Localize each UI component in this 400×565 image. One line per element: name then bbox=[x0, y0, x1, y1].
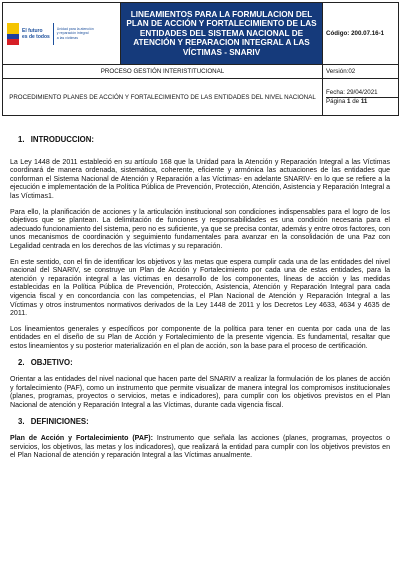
paragraph: Orientar a las entidades del nivel nacional que hacen parte del SNARIV a realizar la formulación de los planes de acción y fortalecimiento (PAF), como un instrumento que permite visualizar de manera integral los compromisos institucionales (planes, programas, proyectos o servicios, metas e indicadores), para cumplir con los objetivos previstos en el Plan Nacional de atención y Reparación Integral a las Víctimas, durante cada vigencia fiscal. bbox=[10, 376, 390, 409]
document-header bbox=[2, 2, 399, 116]
section-heading-definiciones: 3. DEFINICIONES: bbox=[18, 417, 89, 427]
paragraph: En este sentido, con el fin de identificar los objetivos y las metas que espera cumplir cada una de las entidades del nivel nacional del SNARIV, se construye un Plan de Acción y Fortalecimiento por cada una de estas entidades, para la atención y reparación integral a las víctimas en desarrollo de los componentes, líneas de acción y las medidas establecidas en la Política Pública de Prevención, Protección, Asistencia, Atención y Reparación Integral para cada vigencia fiscal y en concordancia con las competencias, el Plan Nacional de Atención y Reparación Integral a las Víctimas y otros instrumentos normativos derivados de la Ley 1448 de 2011 y los Decretos Ley 4633, 4634 y 4635 de 2011. bbox=[10, 258, 390, 318]
logo-title: El futuro es de todos bbox=[22, 27, 50, 40]
document-date: Fecha: 29/04/2021 bbox=[326, 88, 378, 96]
government-logo bbox=[3, 3, 120, 64]
logo-subtitle: Unidad para la atención y reparación integral a las víctimas bbox=[56, 26, 94, 40]
process-name: PROCESO GESTIÓN INTERISTITUCIONAL bbox=[3, 65, 323, 79]
document-code: Código: 200.07.16-1 bbox=[323, 3, 399, 65]
logo-cell bbox=[3, 3, 121, 65]
procedure-name: PROCEDIMIENTO PLANES DE ACCIÓN Y FORTALECIMIENTO DE LAS ENTIDADES DEL NIVEL NACIONAL bbox=[3, 79, 323, 116]
document-version: Versión:02 bbox=[323, 65, 399, 79]
document-body bbox=[10, 126, 390, 468]
section-heading-objetivo: 2. OBJETIVO: bbox=[18, 358, 73, 368]
definition-paragraph bbox=[10, 435, 390, 461]
paragraph: Los lineamientos generales y específicos por componente de la política para tener en cuenta por cada una de las entidades en el diseño de su Plan de Acción y Fortalecimiento de la presente vigencia. Es fundamental, resaltar que estos lineamientos y su posterior materialización en el plan de acción, son la base para el proceso de certificación. bbox=[10, 325, 390, 350]
definition-text: Instrumento que señala las acciones (planes, programas, proyectos o servicios, los objetivos, las metas y los indicadores), que realizará la entidad para cumplir con los objetivos previstos en el Plan Nacional de atención y reparación Integral a las Víctimas anualmente. bbox=[10, 435, 390, 460]
paragraph: La Ley 1448 de 2011 estableció en su artículo 168 que la Unidad para la Atención y Reparación Integral a las Víctimas coordinará de manera ordenada, sistemática, coherente, eficiente y armónica las actuaciones de las entidades que conforman el Sistema Nacional de Atención y Reparación a las Víctimas- en adelante SNARIV- en lo que se refiere a la ejecución e implementación de la Política Pública de Prevención, Protección, Atención, Asistencia y Reparación Integral a las Víctimas1. bbox=[10, 158, 390, 200]
logo-divider bbox=[53, 23, 54, 45]
page-indicator: Página 1 de 11 bbox=[326, 97, 398, 106]
date-page-cell bbox=[323, 79, 399, 116]
colombia-flag-icon bbox=[7, 23, 19, 45]
document-title: LINEAMIENTOS PARA LA FORMULACION DEL PLAN DE ACCIÓN Y FORTALECIMIENTO DE LAS ENTIDADES DEL SISTEMA NACIONAL DE ATENCIÓN Y REPARACION INTEGRAL A LAS VÍCTIMAS - SNARIV bbox=[121, 3, 323, 65]
section-heading-introduccion: 1. INTRODUCCION: bbox=[18, 135, 94, 144]
definition-term: Plan de Acción y Fortalecimiento (PAF): bbox=[10, 435, 153, 443]
paragraph: Para ello, la planificación de acciones y la articulación institucional son condiciones indispensables para el logro de los objetivos que se plantean. La delimitación de funciones y responsabilidades es una condición necesaria para el adecuado funcionamiento del sistema, pero no es suficiente, ya que se precisa contar, además y entre otros factores, con unos mecanismos de coordinación y seguimiento fundamentales para avanzar en la consolidación de una Paz con Legalidad centrada en los derechos de las víctimas y su reparación. bbox=[10, 208, 390, 250]
